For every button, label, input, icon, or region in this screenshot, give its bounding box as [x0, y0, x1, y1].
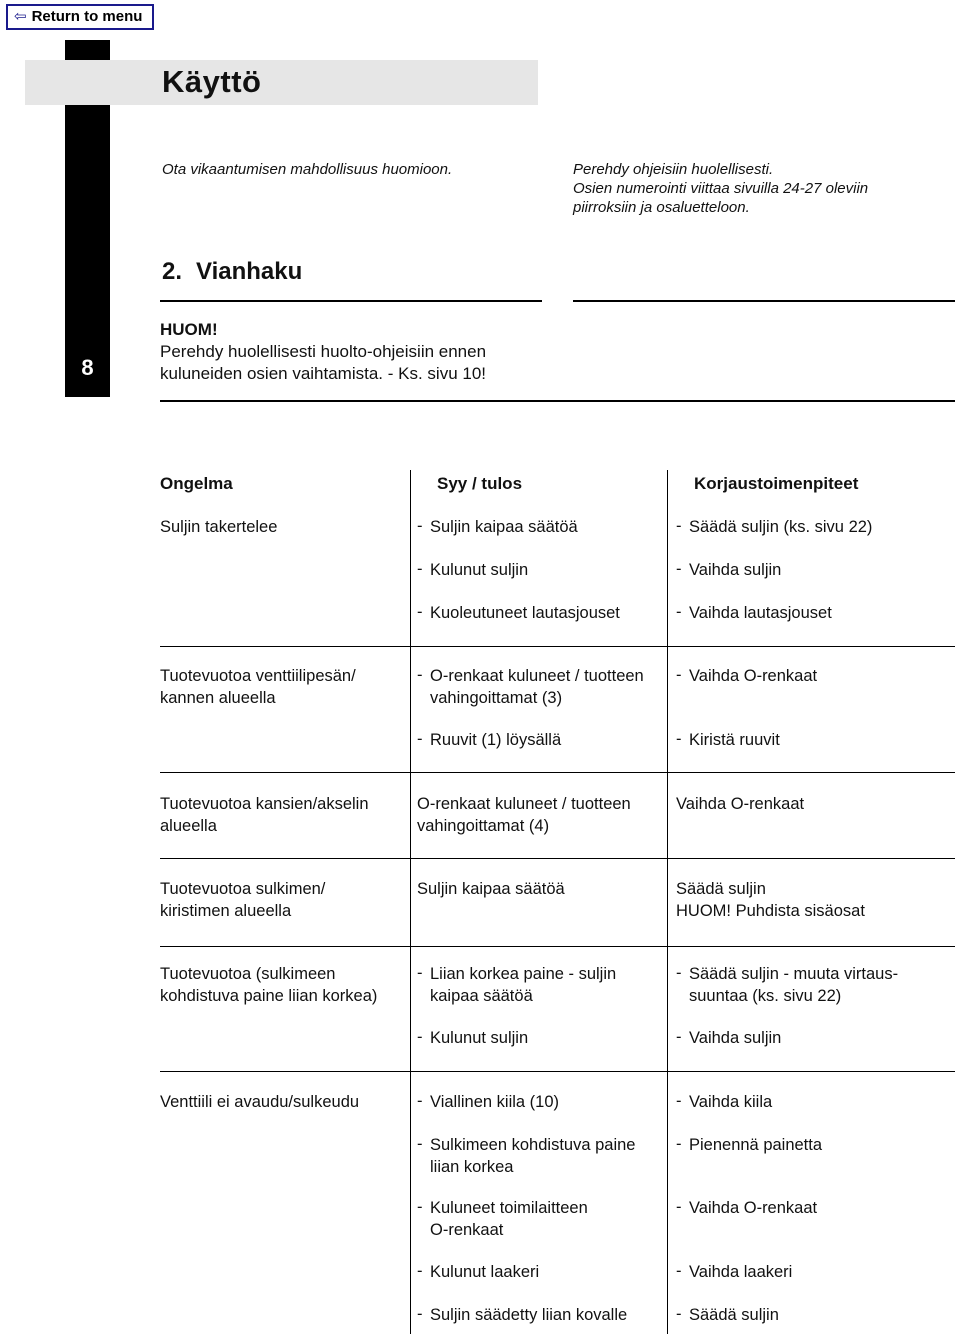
- bullet-dash: -: [676, 1092, 682, 1110]
- cause-line: Kuluneet toimilaitteen: [430, 1199, 588, 1217]
- bullet-dash: -: [417, 964, 423, 982]
- fix-line: Säädä suljin (ks. sivu 22): [689, 518, 873, 536]
- cause-line: Ruuvit (1) löysällä: [430, 731, 562, 749]
- cause-line: liian korkea: [430, 1157, 514, 1176]
- fix-item: [676, 560, 926, 582]
- section-rule-left: [160, 300, 542, 302]
- bullet-dash: -: [417, 1262, 423, 1280]
- cause-text: [430, 560, 528, 582]
- problem-cell: [160, 666, 400, 709]
- cause-line: O-renkaat: [430, 1220, 504, 1239]
- bullet-dash: -: [417, 730, 423, 748]
- cause-text: [430, 666, 644, 709]
- bullet-dash: -: [417, 1028, 423, 1046]
- row-divider: [160, 1071, 955, 1072]
- fix-line: Vaihda kiila: [689, 1093, 773, 1111]
- problem-line: kannen alueella: [160, 688, 276, 707]
- fix-text: [689, 1092, 772, 1114]
- row-divider: [160, 772, 955, 773]
- fix-item: [676, 1198, 926, 1220]
- problem-cell: [160, 517, 400, 539]
- cause-line: O-renkaat kuluneet / tuotteen: [417, 795, 631, 813]
- problem-line: alueella: [160, 816, 217, 835]
- cause-text: [430, 1262, 539, 1284]
- bullet-dash: -: [417, 603, 423, 621]
- cause-item: [417, 1262, 667, 1284]
- problem-cell: [160, 964, 400, 1007]
- bullet-dash: -: [676, 964, 682, 982]
- fix-line: Vaihda O-renkaat: [676, 795, 805, 813]
- cause-text: [430, 603, 620, 625]
- fix-text: [689, 603, 832, 625]
- bullet-dash: -: [676, 1305, 682, 1323]
- bullet-dash: -: [417, 1198, 423, 1216]
- cause-item: [417, 1028, 667, 1050]
- cause-line: Sulkimeen kohdistuva paine: [430, 1136, 636, 1154]
- fix-text: [689, 1305, 779, 1327]
- bullet-dash: -: [417, 1135, 423, 1153]
- cause-text: [430, 730, 561, 752]
- return-to-menu-label: Return to menu: [31, 8, 143, 25]
- intro-right-line: piirroksiin ja osaluetteloon.: [573, 199, 750, 216]
- cause-text: [430, 1198, 588, 1241]
- cause-line: O-renkaat kuluneet / tuotteen: [430, 667, 644, 685]
- cause-text: [430, 964, 616, 1007]
- row-divider: [160, 646, 955, 647]
- fix-line: Vaihda suljin: [689, 1029, 782, 1047]
- note-heading: HUOM!: [160, 320, 218, 339]
- intro-left: Ota vikaantumisen mahdollisuus huomioon.: [162, 161, 453, 178]
- arrow-left-icon: ⇦: [14, 8, 27, 25]
- bullet-dash: -: [417, 1305, 423, 1323]
- fix-line: suuntaa (ks. sivu 22): [689, 986, 842, 1005]
- fix-line: Säädä suljin: [689, 1306, 779, 1324]
- intro-right-line: Perehdy ohjeisiin huolellisesti.: [573, 161, 774, 178]
- bullet-dash: -: [417, 517, 423, 535]
- cause-line: kaipaa säätöä: [430, 986, 533, 1005]
- fix-text: [689, 1198, 817, 1220]
- cause-line: Liian korkea paine - suljin: [430, 965, 617, 983]
- cause-line: Viallinen kiila (10): [430, 1093, 560, 1111]
- fix-item: [676, 1262, 926, 1284]
- problem-line: Tuotevuotoa (sulkimeen: [160, 965, 336, 983]
- bullet-dash: -: [676, 560, 682, 578]
- fix-line: Kiristä ruuvit: [689, 731, 780, 749]
- cause-text: [430, 517, 578, 539]
- fix-item: [676, 517, 926, 539]
- cause-item: [417, 730, 667, 752]
- table-header-2: Syy / tulos: [437, 474, 523, 493]
- cause-item: [417, 1198, 667, 1241]
- cause-item: [417, 517, 667, 539]
- cause-line: Suljin kaipaa säätöä: [430, 518, 578, 536]
- problem-cell: [160, 794, 400, 837]
- problem-line: Suljin takertelee: [160, 518, 278, 536]
- cause-item: [417, 603, 667, 625]
- bullet-dash: -: [676, 1028, 682, 1046]
- cause-item: [417, 1092, 667, 1114]
- page-title: Käyttö: [162, 64, 262, 99]
- fix-item: [676, 1135, 926, 1157]
- fix-text: [689, 666, 817, 688]
- column-divider: [410, 470, 411, 1334]
- fix-item: [676, 730, 926, 752]
- cause-item: [417, 560, 667, 582]
- problem-line: Tuotevuotoa sulkimen/: [160, 880, 326, 898]
- fix-text: [689, 560, 781, 582]
- fix-text: [689, 1028, 781, 1050]
- cause-text: [430, 1305, 627, 1327]
- cause-item: [417, 794, 667, 837]
- fix-line: Vaihda O-renkaat: [689, 667, 818, 685]
- fix-line: Vaihda suljin: [689, 561, 782, 579]
- page-number: 8: [81, 355, 94, 380]
- note-rule: [160, 400, 955, 402]
- fix-line: Pienennä painetta: [689, 1136, 823, 1154]
- fix-text: [689, 1135, 822, 1157]
- intro-right: [573, 160, 868, 217]
- note-box: [160, 319, 486, 385]
- row-divider: [160, 946, 955, 947]
- fix-text: [689, 964, 898, 1007]
- cause-line: Suljin kaipaa säätöä: [417, 880, 565, 898]
- cause-line: Kulunut laakeri: [430, 1263, 540, 1281]
- fix-item: [676, 1305, 926, 1327]
- cause-text: [430, 1028, 528, 1050]
- fix-item: [676, 879, 926, 922]
- cause-line: Kuoleutuneet lautasjouset: [430, 604, 620, 622]
- fix-item: [676, 794, 926, 816]
- row-divider: [160, 858, 955, 859]
- intro-right-line: Osien numerointi viittaa sivuilla 24-27 oleviin: [573, 180, 869, 197]
- bullet-dash: -: [676, 1198, 682, 1216]
- section-rule-right: [573, 300, 955, 302]
- fix-text: [689, 730, 780, 752]
- cause-item: [417, 879, 667, 901]
- fix-line: Vaihda O-renkaat: [689, 1199, 818, 1217]
- bullet-dash: -: [676, 1262, 682, 1280]
- problem-line: kohdistuva paine liian korkea): [160, 986, 378, 1005]
- cause-line: Kulunut suljin: [430, 1029, 529, 1047]
- cause-line: Kulunut suljin: [430, 561, 529, 579]
- fix-line: Vaihda lautasjouset: [689, 604, 832, 622]
- fix-line: Vaihda laakeri: [689, 1263, 793, 1281]
- problem-line: Venttiili ei avaudu/sulkeudu: [160, 1093, 360, 1111]
- bullet-dash: -: [676, 603, 682, 621]
- table-header-3: Korjaustoimenpiteet: [694, 474, 859, 493]
- fix-text: [689, 1262, 792, 1284]
- bullet-dash: -: [417, 1092, 423, 1110]
- fix-line: Säädä suljin - muuta virtaus-: [689, 965, 899, 983]
- cause-item: [417, 1305, 667, 1327]
- cause-text: [430, 1092, 559, 1114]
- bullet-dash: -: [417, 666, 423, 684]
- fix-item: [676, 666, 926, 688]
- fix-item: [676, 603, 926, 625]
- return-to-menu-button[interactable]: [6, 4, 154, 30]
- fix-item: [676, 1028, 926, 1050]
- cause-line: vahingoittamat (4): [417, 816, 550, 835]
- cause-item: [417, 964, 667, 1007]
- cause-item: [417, 666, 667, 709]
- fix-text: [689, 517, 872, 539]
- section-title: Vianhaku: [196, 258, 303, 285]
- fix-item: [676, 964, 926, 1007]
- bullet-dash: -: [676, 1135, 682, 1153]
- fix-line: HUOM! Puhdista sisäosat: [676, 901, 865, 920]
- problem-line: Tuotevuotoa kansien/akselin: [160, 795, 369, 813]
- fix-line: Säädä suljin: [676, 880, 766, 898]
- problem-cell: [160, 1092, 400, 1114]
- note-line: Perehdy huolellisesti huolto-ohjeisiin ennen: [160, 342, 487, 361]
- problem-line: Tuotevuotoa venttiilipesän/: [160, 667, 356, 685]
- problem-line: kiristimen alueella: [160, 901, 292, 920]
- bullet-dash: -: [417, 560, 423, 578]
- cause-item: [417, 1135, 667, 1178]
- note-line: kuluneiden osien vaihtamista. - Ks. sivu 10!: [160, 364, 487, 383]
- section-heading: [162, 258, 302, 286]
- cause-line: Suljin säädetty liian kovalle: [430, 1306, 628, 1324]
- column-divider: [667, 470, 668, 1334]
- cause-line: vahingoittamat (3): [430, 688, 563, 707]
- cause-text: [430, 1135, 635, 1178]
- bullet-dash: -: [676, 517, 682, 535]
- problem-cell: [160, 879, 400, 922]
- fix-item: [676, 1092, 926, 1114]
- bullet-dash: -: [676, 666, 682, 684]
- title-band: [25, 60, 538, 105]
- section-number: 2.: [162, 258, 183, 285]
- bullet-dash: -: [676, 730, 682, 748]
- table-header-1: Ongelma: [160, 474, 233, 493]
